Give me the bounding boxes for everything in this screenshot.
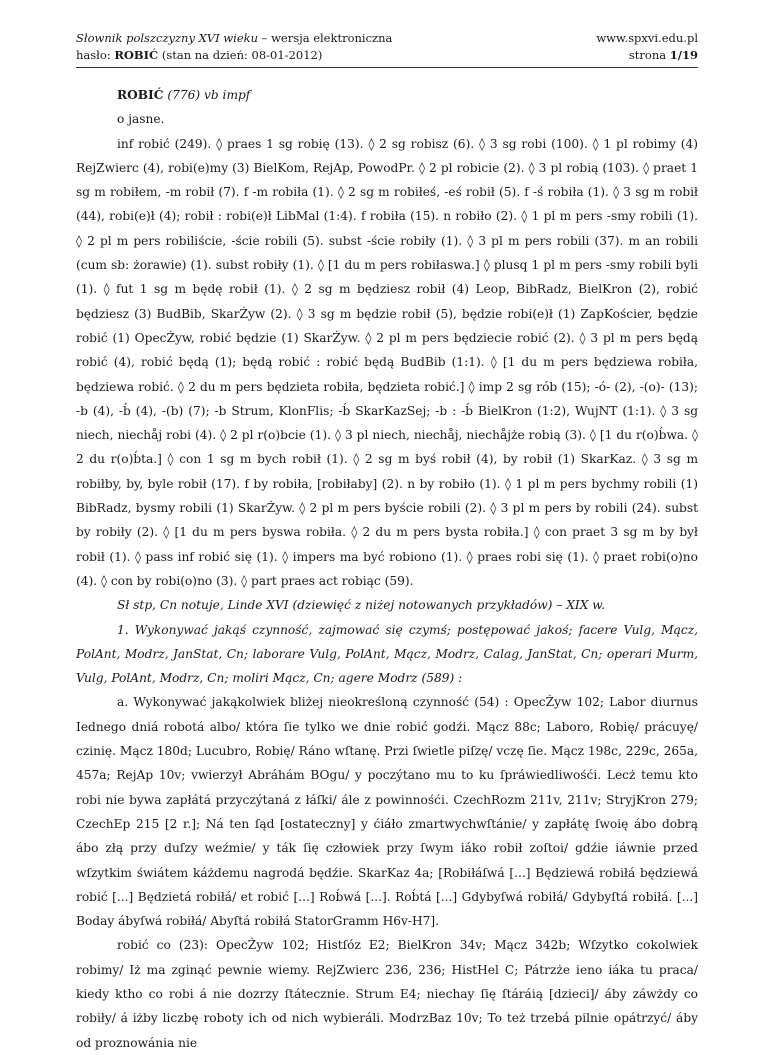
forms-line: (13); -b (4), -b́ (4), -(b) (7); -b Strum, KlonFlis; -b́ SkarKazSej; -b : -b́ BielKron (1:2), WujNT (1:1). [76,379,699,418]
subsense-line: robi á nie dozrzy ſtátecznie. Strum E4; niechay ſię ſtáráią [dzieci]/ áby záwżdy co robiły/ á iżby liczbę [76,986,698,1026]
definition-1-line: Modrz, JanStat, Cn; laborare Vulg, PolAnt, Mącz, Modrz, Calag, JanStat, Cn; operari Murm, Vulg, [76,646,699,686]
subsense-robic-co [76,933,698,1054]
forms-line: ◊ 3 sg niech, niechåj robi (4). ◊ 2 pl r(o)bcie (1). ◊ 3 pl niech, niechåj, niechåjże robią (3). ◊ [1 du [76,403,698,443]
sources-note [76,593,698,617]
headword-line [76,83,698,107]
forms-line: robić będziesz (3) BudBib, SkarŻyw (2). ◊ 3 sg m będzie robił (5), będzie robi(e)ł (1) ZapKościer, [76,282,698,321]
subsense-line: roboty ich od nich wybieráli. ModrzBaz 10v; To też trzebá pilnie opátrzyć/ áby od proznowánia nie [76,1011,699,1050]
definition-1a-line: a. Wykonywać jakąkolwiek bliżej nieokreśloną czynność (54) : OpecŻyw 102; Labor diurnus Iednego [76,695,698,734]
sources-note-text: Sł stp, Cn notuje, Linde XVI (dziewięć z niżej notowanych przykładów) – XIX w. [117,598,606,613]
page-header [76,30,698,64]
header-divider [76,67,698,68]
definition-1a-line: RejAp 10v; vwierzył Abráhám BOgu/ y poczýtano mu to ku ſpráwiedliwośći. Lecż temu kto robi nie [76,768,698,807]
definition-1a-line: káżdemu nagrodá będźie. SkarKaz 4a; [Robiłáſwá [...] Będziewá robiłá będziewá robić [...] Będzietá [76,865,698,904]
forms-line: robił (44), robi(e)ł (4); robił : robi(e)ł LibMal (1:4). f robiła (15). n robiło (2). ◊ 1 pl m pers -smy [76,185,699,224]
page-prefix: strona [628,48,670,62]
header-left [76,30,392,64]
forms-line: inf robić (249). ◊ praes 1 sg robię (13). ◊ 2 sg robisz (6). ◊ 3 sg robi (100). ◊ 1 pl robimy (4) [117,136,698,151]
forms-line: (24). subst by robiły (2). ◊ [1 du m pers byswa robiła. ◊ 2 du m pers bysta robiła.] ◊ con praet 3 sg [76,501,699,540]
definition-1a-line: dniá robotá albo/ która ſie tylko we dnie robić godźi. Mącz 88c; Laboro, Robię/ prácuyę/ czinię. [76,719,699,759]
definition-1a-line: duſzy weźmie/ y ták ſię człowiek przy ſwym iáko robił zoſtoi/ gdźie iáwnie przed wſzytkim świátem [76,841,698,880]
haslo-prefix: hasło: [76,48,115,62]
forms-line: robili byli (1). ◊ fut 1 sg m będę robił (1). ◊ 2 sg m będziesz robił (4) Leop, BibRadz, BielKron (2), [76,258,699,297]
page-number-line [596,47,698,64]
header-right [596,30,698,64]
forms-line: RejZwierc (4), robi(e)my (3) BielKom, RejAp, PowodPr. ◊ 2 pl robicie (2). ◊ 3 pl robią (103). ◊ praet [76,160,687,175]
subsense-line: robić co (23): OpecŻyw 102; Histſóz E2; BielKron 34v; Mącz 342b; Wſzytko cokolwiek robimy/ Iż [76,938,698,977]
definition-1-line: PolAnt, Modrz, Cn; moliri Mącz, Cn; agere Modrz (589) : [111,671,463,686]
headword-grammar: vb impf [203,88,251,102]
forms-line: m by był robił (1). ◊ pass inf robić się (1). ◊ impers ma być robiono (1). ◊ praes robi się (1). ◊ praet [76,525,698,564]
definition-1a-line: 215 [2 r.]; Ná ten ſąd [ostateczny] y ćiáło zmartwychwſtánie/ y zapłátę ſwoię ábo dobrą ábo złą przy [76,816,698,856]
forms-line: robi(o)no (4). ◊ con by robi(o)no (3). ◊ part praes act robiąc (59). [76,549,698,588]
definition-1a-line: robiłá/ Abyſtá robiłá StatorGramm H6v-H7]. [166,914,440,929]
haslo-suffix: (stan na dzień: 08-01-2012) [158,48,323,62]
forms-line: będą robić (4), robić będą (1); będą robić : robić będą BudBib (1:1). ◊ [1 du m pers będziewa robiła, [76,330,699,370]
headword-count: (776) [167,88,201,102]
pronunciation: o jasne. [117,112,165,127]
forms-line: robili (1). ◊ 2 pl m pers robiliście, -ście robili (5). subst -ście robiły (1). ◊ 3 pl m pers robili (37). m [76,209,699,248]
entry-body [76,83,698,1055]
definition-1a [76,690,698,933]
definition-1a-line: robiłá/ et robić [...] Rob́wá [...]. Rob́tá [...] Gdybyſwá robiłá/ Gdybyſtá robiłá. [...] Boday ábyſwá [76,889,699,929]
haslo-word: ROBIĆ [114,48,159,62]
forms-line: robili (1) BibRadz, bysmy robili (1) SkarŻyw. ◊ 2 pl m pers byście robili (2). ◊ 3 pl m pers by robili [76,476,699,516]
dictionary-title-line [76,30,392,47]
forms-line: będzie robić (1) OpecŻyw, robić będzie (1) SkarŻyw. ◊ 2 pl m pers będziecie robić (2). ◊ 3 pl m pers [76,306,698,345]
dictionary-title-suffix: – wersja elektroniczna [258,31,393,45]
pronunciation-line [76,107,698,131]
definition-1-line: 1. Wykonywać jakąś czynność, zajmować się czymś; postępować jakoś; facere Vulg, Mącz, PolAnt, [76,622,698,661]
forms-line: 3 sg m robiłby, by, byle robił (17). f by robiła, [robiłaby] (2). n by robiło (1). ◊ 1 pl m pers bychmy [76,452,698,491]
subsense-line: ma zginąć pewnie wiemy. RejZwierc 236, 236; HistHel C; Pátrzże ieno iáka tu praca/ kiedy ktho co [76,962,698,1001]
haslo-line [76,47,392,64]
page-number: 1/19 [669,48,698,62]
definition-1a-line: bywa zapłátá przyczýtaná z łáſki/ ále z powinnośći. CzechRozm 211v, 211v; StryjKron 279; CzechEp [76,792,698,831]
dictionary-title: Słownik polszczyzny XVI wieku [76,31,259,45]
headword: ROBIĆ [117,88,164,102]
forms-line: an robili (cum sb: żorawie) (1). subst robiły (1). ◊ [1 du m pers robiłaswa.] ◊ plusq 1 pl m pers -smy [76,233,699,273]
forms-line: 1 sg m robiłem, -m robił (7). f -m robiła (1). ◊ 2 sg m robiłeś, -eś robił (5). f -ś robiła (1). ◊ 3 sg m [76,160,699,200]
site-url[interactable]: www.spxvi.edu.pl [596,31,698,45]
definition-1a-line: Mącz 180d; Lucubro, Robię/ Ráno wſtanę. Przi ſwietle piſzę/ vczę ſie. Mącz 198c, 229c, 265a, 457a; [76,744,699,783]
forms-paragraph [76,132,698,594]
forms-line: r(o)b́wa. ◊ 2 du r(o)b́ta.] ◊ con 1 sg m bych robił (1). ◊ 2 sg m byś robił (4), by robił (1) SkarKaz. ◊ [76,428,699,467]
forms-line: będziewa robić. ◊ 2 du m pers będzieta robiła, będzieta robić.] ◊ imp 2 sg rób (15); -ó- (2), -(o)- [76,379,665,394]
definition-1 [76,618,698,691]
